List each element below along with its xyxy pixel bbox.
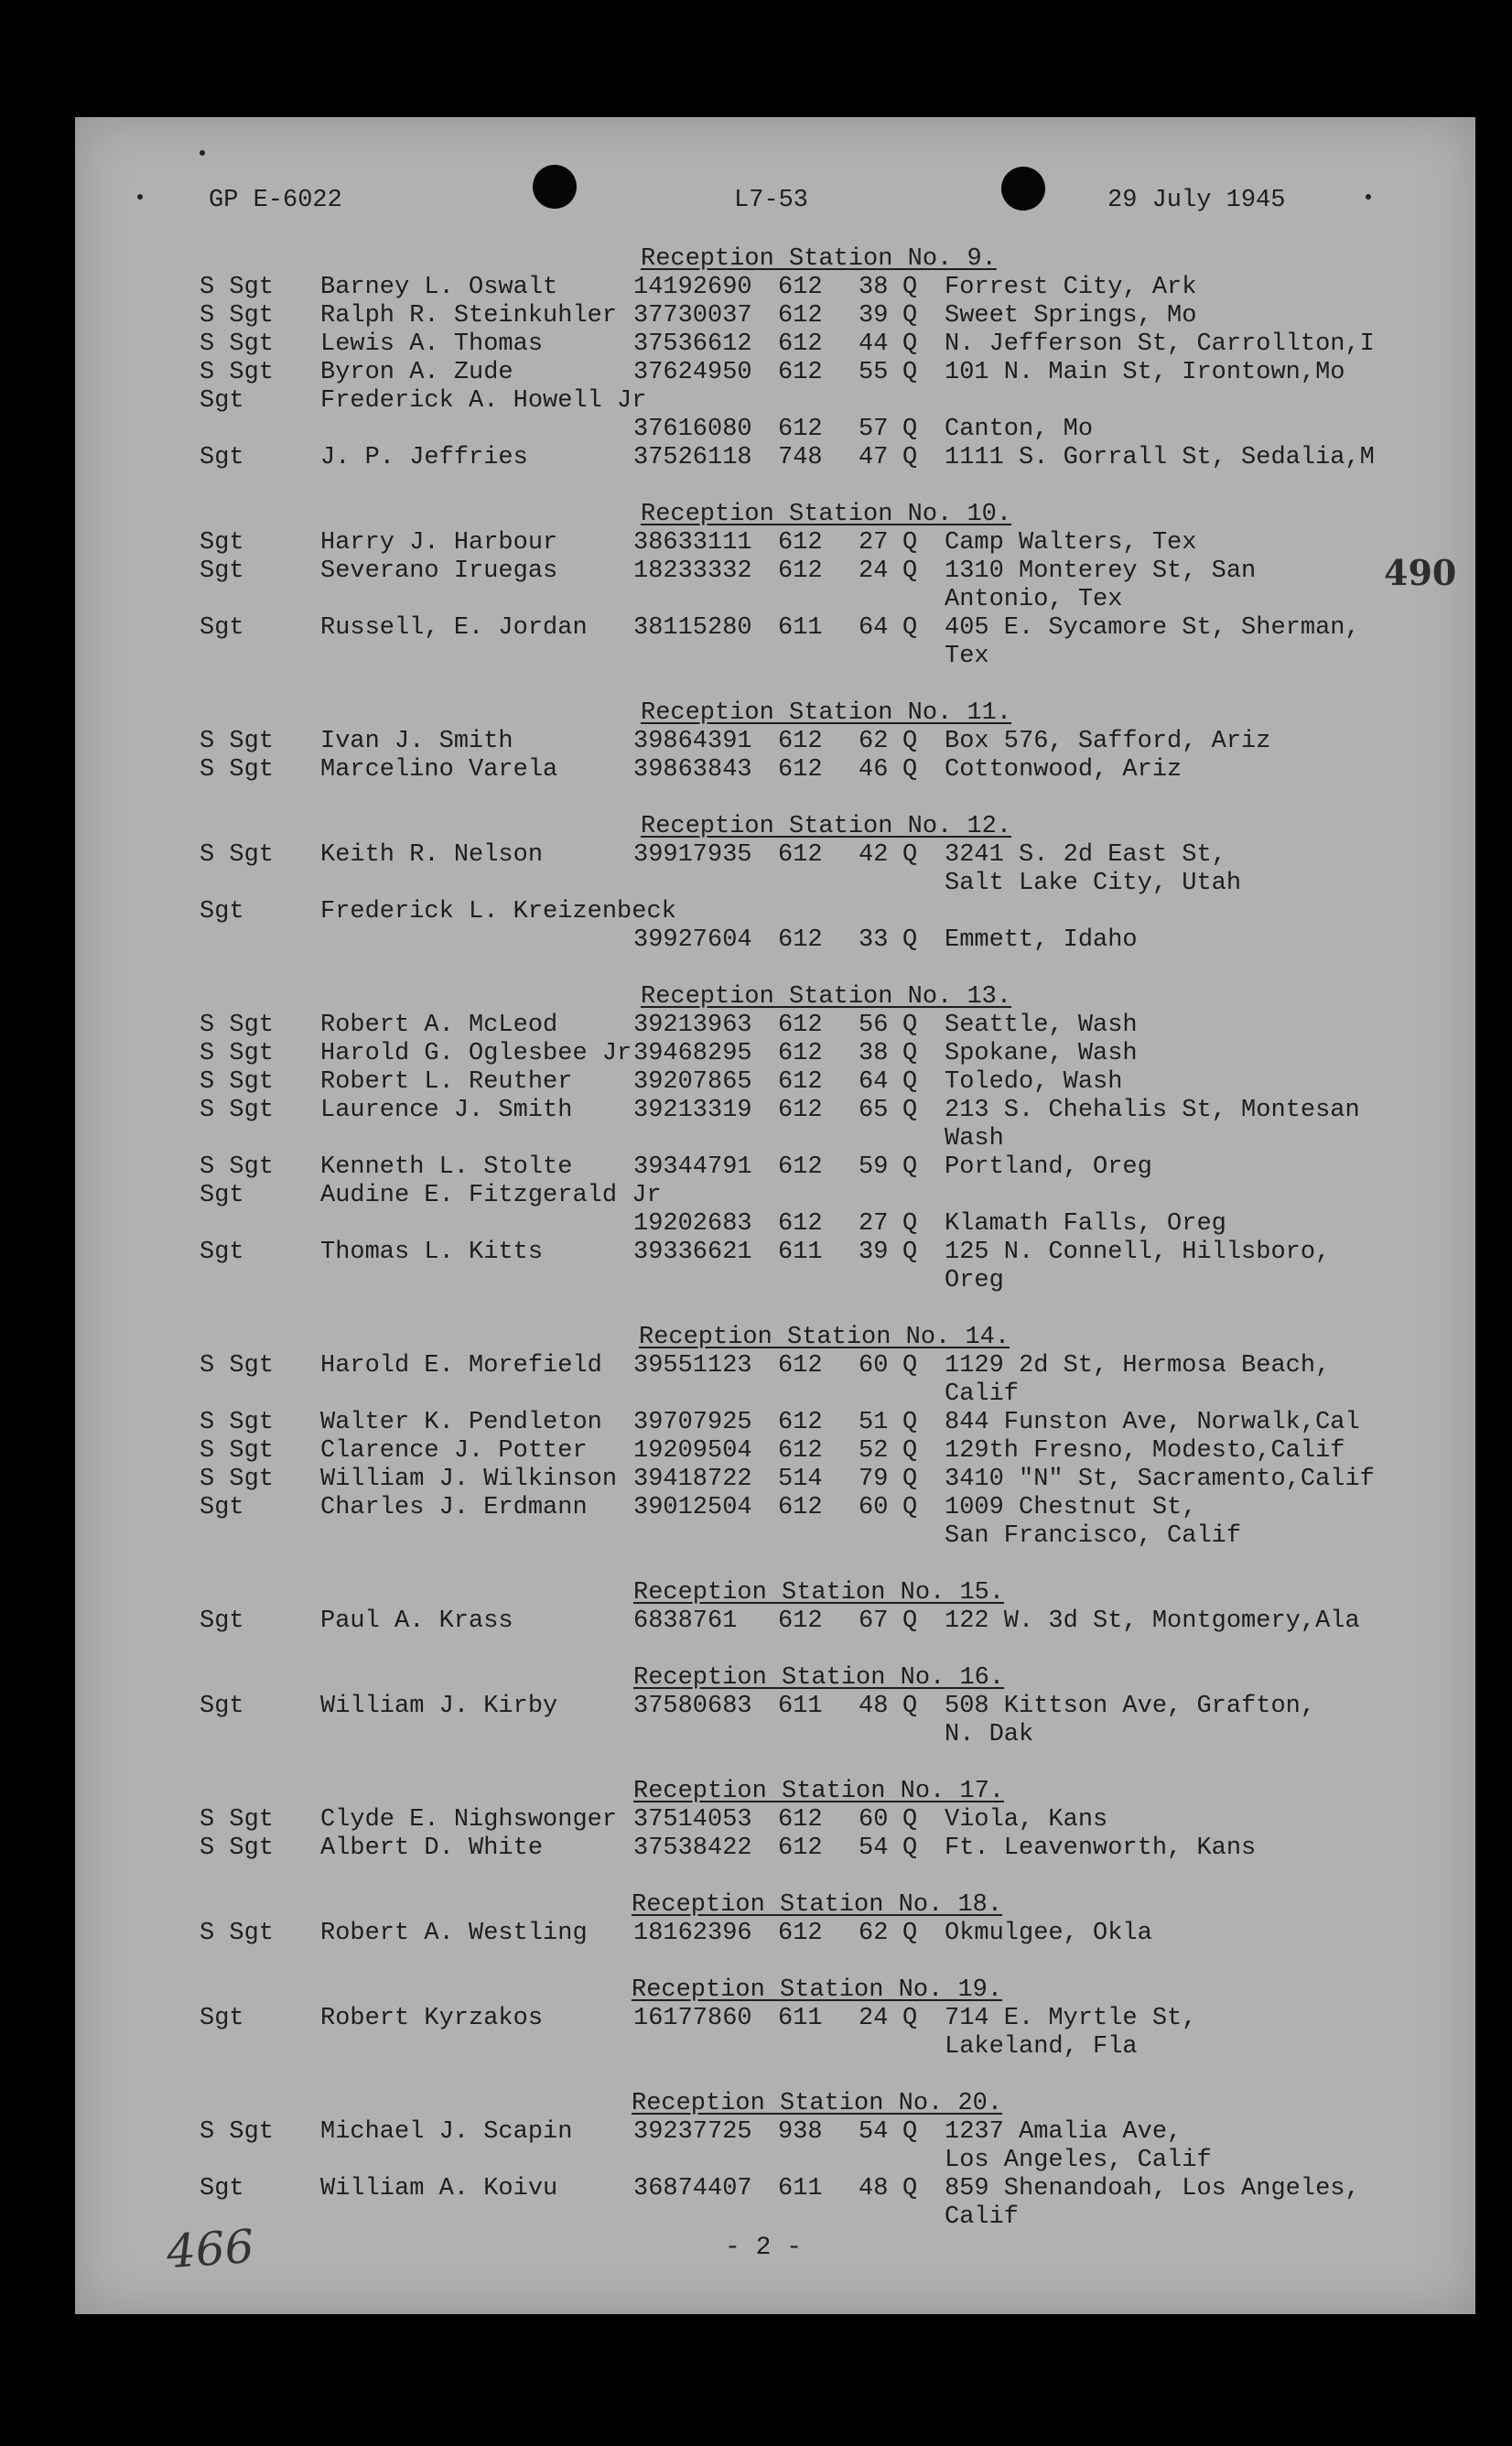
serial-number-cell: 39012504	[633, 1494, 752, 1521]
q-cell: Q	[902, 444, 918, 471]
q-cell: Q	[902, 841, 918, 869]
rank-cell: S Sgt	[200, 728, 275, 755]
code-cell: 612	[778, 330, 823, 358]
code-cell: 938	[778, 2118, 823, 2146]
code-cell: 612	[778, 728, 823, 755]
rank-cell: Sgt	[200, 1239, 244, 1266]
address-line: Toledo, Wash	[945, 1068, 1123, 1096]
station-heading: Reception Station No. 13.	[641, 983, 1012, 1011]
address-line: 3241 S. 2d East St,	[945, 841, 1226, 869]
punch-hole-right	[1001, 167, 1045, 211]
serial-number-cell: 39344791	[633, 1153, 752, 1181]
score-cell: 52	[859, 1437, 889, 1465]
rank-cell: S Sgt	[200, 1040, 275, 1067]
rank-cell: Sgt	[200, 898, 244, 925]
score-cell: 46	[859, 756, 889, 784]
address-line: Wash	[945, 1125, 1004, 1153]
address-line: N. Dak	[945, 1721, 1034, 1748]
serial-number-cell: 39207865	[633, 1068, 752, 1096]
doc-header-center: L7-53	[734, 187, 809, 214]
code-cell: 612	[778, 1068, 823, 1096]
doc-header-date: 29 July 1945	[1107, 187, 1286, 214]
rank-cell: S Sgt	[200, 1409, 275, 1436]
rank-cell: Sgt	[200, 1494, 244, 1521]
q-cell: Q	[902, 1097, 918, 1124]
code-cell: 514	[778, 1466, 823, 1493]
score-cell: 57	[859, 416, 889, 443]
rank-cell: Sgt	[200, 387, 244, 415]
name-cell: Clarence J. Potter	[320, 1437, 588, 1465]
address-line: 101 N. Main St, Irontown,Mo	[945, 359, 1345, 386]
address-line: 129th Fresno, Modesto,Calif	[945, 1437, 1345, 1465]
q-cell: Q	[902, 2005, 918, 2032]
address-line: Calif	[945, 1380, 1020, 1408]
name-cell: Harold E. Morefield	[320, 1352, 602, 1380]
name-cell: Robert A. McLeod	[320, 1012, 558, 1039]
score-cell: 24	[859, 557, 889, 585]
score-cell: 64	[859, 1068, 889, 1096]
serial-number-cell: 39863843	[633, 756, 752, 784]
q-cell: Q	[902, 728, 918, 755]
address-line: Box 576, Safford, Ariz	[945, 728, 1271, 755]
name-cell: Robert A. Westling	[320, 1920, 588, 1947]
station-heading: Reception Station No. 15.	[633, 1579, 1005, 1607]
score-cell: 54	[859, 2118, 889, 2146]
address-line: Seattle, Wash	[945, 1012, 1138, 1039]
name-cell: Keith R. Nelson	[320, 841, 544, 869]
address-line: Forrest City, Ark	[945, 274, 1197, 301]
rank-cell: Sgt	[200, 1182, 244, 1209]
rank-cell: S Sgt	[200, 274, 275, 301]
q-cell: Q	[902, 1012, 918, 1039]
name-cell: Robert L. Reuther	[320, 1068, 573, 1096]
address-line: Portland, Oreg	[945, 1153, 1152, 1181]
address-line: 125 N. Connell, Hillsboro,	[945, 1239, 1331, 1266]
q-cell: Q	[902, 1352, 918, 1380]
rank-cell: S Sgt	[200, 841, 275, 869]
station-heading: Reception Station No. 20.	[632, 2090, 1003, 2117]
speck-3	[1366, 194, 1371, 200]
code-cell: 611	[778, 2175, 823, 2202]
station-heading: Reception Station No. 12.	[641, 813, 1012, 840]
score-cell: 54	[859, 1834, 889, 1862]
rank-cell: Sgt	[200, 444, 244, 471]
score-cell: 56	[859, 1012, 889, 1039]
code-cell: 612	[778, 1040, 823, 1067]
address-line: Emmett, Idaho	[945, 926, 1138, 954]
name-cell: William J. Kirby	[320, 1693, 558, 1720]
code-cell: 611	[778, 1693, 823, 1720]
code-cell: 612	[778, 274, 823, 301]
address-line: 1111 S. Gorrall St, Sedalia,M	[945, 444, 1375, 471]
q-cell: Q	[902, 614, 918, 642]
score-cell: 60	[859, 1806, 889, 1834]
serial-number-cell: 37514053	[633, 1806, 752, 1834]
station-heading: Reception Station No. 16.	[633, 1664, 1005, 1692]
score-cell: 38	[859, 1040, 889, 1067]
rank-cell: S Sgt	[200, 1352, 275, 1380]
q-cell: Q	[902, 1494, 918, 1521]
rank-cell: S Sgt	[200, 302, 275, 330]
q-cell: Q	[902, 1437, 918, 1465]
serial-number-cell: 38115280	[633, 614, 752, 642]
address-line: Ft. Leavenworth, Kans	[945, 1834, 1257, 1862]
address-line: 844 Funston Ave, Norwalk,Cal	[945, 1409, 1360, 1436]
station-heading: Reception Station No. 18.	[632, 1891, 1003, 1919]
address-line: 405 E. Sycamore St, Sherman,	[945, 614, 1360, 642]
code-cell: 612	[778, 1494, 823, 1521]
address-line: San Francisco, Calif	[945, 1522, 1242, 1550]
address-line: Oreg	[945, 1267, 1004, 1294]
score-cell: 62	[859, 728, 889, 755]
name-cell: Russell, E. Jordan	[320, 614, 588, 642]
serial-number-cell: 18233332	[633, 557, 752, 585]
serial-number-cell: 39864391	[633, 728, 752, 755]
name-cell: Ralph R. Steinkuhler	[320, 302, 618, 330]
rank-cell: Sgt	[200, 1693, 244, 1720]
name-cell: J. P. Jeffries	[320, 444, 528, 471]
q-cell: Q	[902, 1834, 918, 1862]
name-cell: Ivan J. Smith	[320, 728, 513, 755]
address-line: Calif	[945, 2203, 1020, 2231]
serial-number-cell: 39707925	[633, 1409, 752, 1436]
rank-cell: S Sgt	[200, 1153, 275, 1181]
q-cell: Q	[902, 1466, 918, 1493]
address-line: Los Angeles, Calif	[945, 2147, 1212, 2174]
address-line: 3410 "N" St, Sacramento,Calif	[945, 1466, 1375, 1493]
code-cell: 612	[778, 1806, 823, 1834]
serial-number-cell: 39213319	[633, 1097, 752, 1124]
score-cell: 44	[859, 330, 889, 358]
address-line: Spokane, Wash	[945, 1040, 1138, 1067]
code-cell: 612	[778, 1437, 823, 1465]
score-cell: 79	[859, 1466, 889, 1493]
name-cell: Charles J. Erdmann	[320, 1494, 588, 1521]
q-cell: Q	[902, 1040, 918, 1067]
serial-number-cell: 14192690	[633, 274, 752, 301]
code-cell: 612	[778, 557, 823, 585]
serial-number-cell: 39468295	[633, 1040, 752, 1067]
punch-hole-left	[533, 165, 577, 209]
code-cell: 612	[778, 1210, 823, 1238]
q-cell: Q	[902, 416, 918, 443]
address-line: 1310 Monterey St, San	[945, 557, 1257, 585]
q-cell: Q	[902, 2175, 918, 2202]
score-cell: 38	[859, 274, 889, 301]
code-cell: 612	[778, 302, 823, 330]
serial-number-cell: 39927604	[633, 926, 752, 954]
address-line: Salt Lake City, Utah	[945, 870, 1242, 897]
doc-header-left: GP E-6022	[209, 187, 342, 214]
rank-cell: S Sgt	[200, 756, 275, 784]
address-line: 1237 Amalia Ave,	[945, 2118, 1183, 2146]
address-line: Camp Walters, Tex	[945, 529, 1197, 557]
score-cell: 59	[859, 1153, 889, 1181]
name-cell: Clyde E. Nighswonger	[320, 1806, 618, 1834]
code-cell: 612	[778, 1607, 823, 1635]
code-cell: 612	[778, 529, 823, 557]
rank-cell: S Sgt	[200, 1437, 275, 1465]
serial-number-cell: 19202683	[633, 1210, 752, 1238]
address-line: Canton, Mo	[945, 416, 1094, 443]
address-line: Tex	[945, 643, 989, 670]
q-cell: Q	[902, 302, 918, 330]
score-cell: 47	[859, 444, 889, 471]
address-line: N. Jefferson St, Carrollton,I	[945, 330, 1375, 358]
serial-number-cell: 39551123	[633, 1352, 752, 1380]
score-cell: 27	[859, 1210, 889, 1238]
q-cell: Q	[902, 1068, 918, 1096]
serial-number-cell: 16177860	[633, 2005, 752, 2032]
serial-number-cell: 37526118	[633, 444, 752, 471]
page-number: - 2 -	[725, 2234, 803, 2262]
q-cell: Q	[902, 1693, 918, 1720]
margin-page-number: 490	[1384, 552, 1457, 593]
serial-number-cell: 38633111	[633, 529, 752, 557]
score-cell: 33	[859, 926, 889, 954]
handwritten-number: 466	[165, 2219, 256, 2279]
code-cell: 612	[778, 841, 823, 869]
name-cell: Harry J. Harbour	[320, 529, 558, 557]
serial-number-cell: 37538422	[633, 1834, 752, 1862]
rank-cell: S Sgt	[200, 1466, 275, 1493]
name-cell: Walter K. Pendleton	[320, 1409, 602, 1436]
q-cell: Q	[902, 359, 918, 386]
code-cell: 612	[778, 1153, 823, 1181]
q-cell: Q	[902, 2118, 918, 2146]
station-heading: Reception Station No. 17.	[633, 1778, 1005, 1805]
q-cell: Q	[902, 529, 918, 557]
q-cell: Q	[902, 274, 918, 301]
name-cell: Marcelino Varela	[320, 756, 558, 784]
score-cell: 60	[859, 1494, 889, 1521]
serial-number-cell: 6838761	[633, 1607, 738, 1635]
name-cell: Robert Kyrzakos	[320, 2005, 544, 2032]
name-cell: Audine E. Fitzgerald Jr	[320, 1182, 662, 1209]
name-cell: Lewis A. Thomas	[320, 330, 544, 358]
code-cell: 611	[778, 614, 823, 642]
score-cell: 48	[859, 2175, 889, 2202]
rank-cell: S Sgt	[200, 1834, 275, 1862]
q-cell: Q	[902, 1239, 918, 1266]
name-cell: Frederick A. Howell Jr	[320, 387, 647, 415]
code-cell: 748	[778, 444, 823, 471]
score-cell: 48	[859, 1693, 889, 1720]
address-line: 1129 2d St, Hermosa Beach,	[945, 1352, 1331, 1380]
name-cell: Frederick L. Kreizenbeck	[320, 898, 676, 925]
name-cell: Severano Iruegas	[320, 557, 558, 585]
rank-cell: Sgt	[200, 2175, 244, 2202]
code-cell: 612	[778, 416, 823, 443]
address-line: 859 Shenandoah, Los Angeles,	[945, 2175, 1360, 2202]
serial-number-cell: 18162396	[633, 1920, 752, 1947]
rank-cell: Sgt	[200, 529, 244, 557]
serial-number-cell: 39213963	[633, 1012, 752, 1039]
score-cell: 24	[859, 2005, 889, 2032]
address-line: Okmulgee, Okla	[945, 1920, 1152, 1947]
name-cell: Thomas L. Kitts	[320, 1239, 544, 1266]
serial-number-cell: 37624950	[633, 359, 752, 386]
address-line: 714 E. Myrtle St,	[945, 2005, 1197, 2032]
station-heading: Reception Station No. 9.	[641, 245, 997, 273]
name-cell: Albert D. White	[320, 1834, 544, 1862]
code-cell: 612	[778, 1920, 823, 1947]
serial-number-cell: 19209504	[633, 1437, 752, 1465]
code-cell: 612	[778, 1012, 823, 1039]
score-cell: 39	[859, 302, 889, 330]
rank-cell: Sgt	[200, 557, 244, 585]
address-line: 1009 Chestnut St,	[945, 1494, 1197, 1521]
rank-cell: S Sgt	[200, 1068, 275, 1096]
rank-cell: S Sgt	[200, 1012, 275, 1039]
address-line: Lakeland, Fla	[945, 2033, 1138, 2061]
q-cell: Q	[902, 1806, 918, 1834]
name-cell: William A. Koivu	[320, 2175, 558, 2202]
rank-cell: S Sgt	[200, 330, 275, 358]
q-cell: Q	[902, 756, 918, 784]
speck-2	[137, 194, 143, 200]
q-cell: Q	[902, 330, 918, 358]
rank-cell: S Sgt	[200, 1920, 275, 1947]
name-cell: Kenneth L. Stolte	[320, 1153, 573, 1181]
q-cell: Q	[902, 926, 918, 954]
code-cell: 612	[778, 926, 823, 954]
q-cell: Q	[902, 1153, 918, 1181]
name-cell: Harold G. Oglesbee Jr	[320, 1040, 632, 1067]
name-cell: William J. Wilkinson	[320, 1466, 618, 1493]
code-cell: 611	[778, 1239, 823, 1266]
code-cell: 612	[778, 1409, 823, 1436]
score-cell: 42	[859, 841, 889, 869]
rank-cell: S Sgt	[200, 2118, 275, 2146]
score-cell: 62	[859, 1920, 889, 1947]
address-line: Klamath Falls, Oreg	[945, 1210, 1226, 1238]
score-cell: 55	[859, 359, 889, 386]
code-cell: 612	[778, 756, 823, 784]
q-cell: Q	[902, 1607, 918, 1635]
score-cell: 27	[859, 529, 889, 557]
address-line: Sweet Springs, Mo	[945, 302, 1197, 330]
serial-number-cell: 37616080	[633, 416, 752, 443]
rank-cell: S Sgt	[200, 1806, 275, 1834]
code-cell: 612	[778, 1352, 823, 1380]
rank-cell: S Sgt	[200, 359, 275, 386]
name-cell: Barney L. Oswalt	[320, 274, 558, 301]
station-heading: Reception Station No. 19.	[632, 1976, 1003, 2004]
station-heading: Reception Station No. 14.	[639, 1324, 1010, 1351]
serial-number-cell: 39237725	[633, 2118, 752, 2146]
station-heading: Reception Station No. 10.	[641, 501, 1012, 528]
name-cell: Laurence J. Smith	[320, 1097, 573, 1124]
q-cell: Q	[902, 1409, 918, 1436]
speck-1	[200, 150, 205, 156]
rank-cell: Sgt	[200, 2005, 244, 2032]
code-cell: 612	[778, 1097, 823, 1124]
address-line: Cottonwood, Ariz	[945, 756, 1183, 784]
address-line: 508 Kittson Ave, Grafton,	[945, 1693, 1316, 1720]
score-cell: 51	[859, 1409, 889, 1436]
score-cell: 65	[859, 1097, 889, 1124]
q-cell: Q	[902, 1210, 918, 1238]
serial-number-cell: 37730037	[633, 302, 752, 330]
serial-number-cell: 39418722	[633, 1466, 752, 1493]
code-cell: 611	[778, 2005, 823, 2032]
code-cell: 612	[778, 359, 823, 386]
score-cell: 67	[859, 1607, 889, 1635]
serial-number-cell: 37580683	[633, 1693, 752, 1720]
q-cell: Q	[902, 557, 918, 585]
rank-cell: Sgt	[200, 614, 244, 642]
score-cell: 60	[859, 1352, 889, 1380]
address-line: 213 S. Chehalis St, Montesan	[945, 1097, 1360, 1124]
address-line: 122 W. 3d St, Montgomery,Ala	[945, 1607, 1360, 1635]
serial-number-cell: 39917935	[633, 841, 752, 869]
q-cell: Q	[902, 1920, 918, 1947]
score-cell: 64	[859, 614, 889, 642]
score-cell: 39	[859, 1239, 889, 1266]
serial-number-cell: 36874407	[633, 2175, 752, 2202]
serial-number-cell: 39336621	[633, 1239, 752, 1266]
address-line: Viola, Kans	[945, 1806, 1108, 1834]
name-cell: Paul A. Krass	[320, 1607, 513, 1635]
name-cell: Byron A. Zude	[320, 359, 513, 386]
rank-cell: S Sgt	[200, 1097, 275, 1124]
rank-cell: Sgt	[200, 1607, 244, 1635]
address-line: Antonio, Tex	[945, 586, 1123, 613]
document-page	[75, 117, 1475, 2314]
serial-number-cell: 37536612	[633, 330, 752, 358]
station-heading: Reception Station No. 11.	[641, 699, 1012, 727]
code-cell: 612	[778, 1834, 823, 1862]
name-cell: Michael J. Scapin	[320, 2118, 573, 2146]
